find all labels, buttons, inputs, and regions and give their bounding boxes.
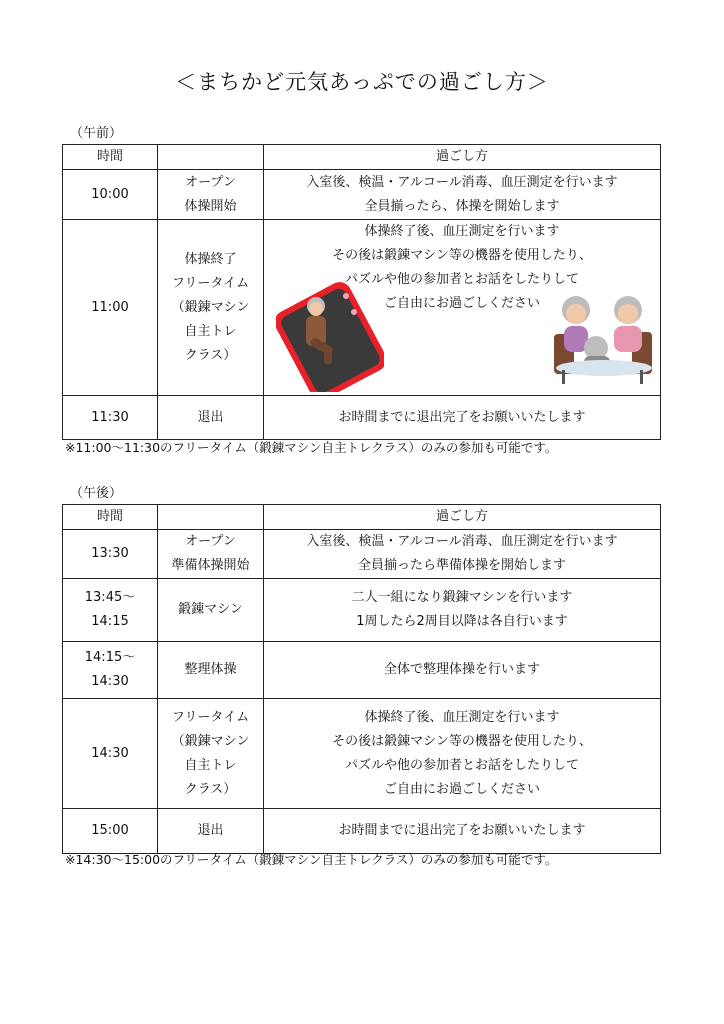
row-time: 13:45～ 14:15 (63, 579, 158, 642)
table-row (63, 396, 661, 440)
row-details: 入室後、検温・アルコール消毒、血圧測定を行います 全員揃ったら準備体操を開始します (264, 530, 661, 579)
row-details: 体操終了後、血圧測定を行います その後は鍛錬マシン等の機器を使用したり、 パズルや他の参加者とお話をしたりして ご自由にお過ごしください (264, 699, 661, 809)
row-activity: オープン 体操開始 (158, 170, 264, 220)
page-title: ＜まちかど元気あっぷでの過ごし方＞ (175, 70, 549, 94)
afternoon-schedule-table (62, 504, 661, 854)
header-time: 時間 (63, 505, 158, 530)
massage-mat-illustration (276, 282, 384, 392)
row-activity: 鍛錬マシン (158, 579, 264, 642)
row-details: 体操終了後、血圧測定を行います その後は鍛錬マシン等の機器を使用したり、 パズルや他の参加者とお話をしたりして ご自由にお過ごしください (264, 220, 661, 396)
table-header-row (63, 145, 661, 170)
chatting-group-illustration (552, 292, 652, 384)
afternoon-label: （午後） (70, 486, 123, 501)
row-activity: 退出 (158, 809, 264, 854)
header-activity (158, 505, 264, 530)
row-details: お時間までに退出完了をお願いいたします (264, 809, 661, 854)
table-row (63, 642, 661, 699)
table-row (63, 579, 661, 642)
table-row (63, 809, 661, 854)
row-time: 15:00 (63, 809, 158, 854)
row-activity: 体操終了 フリータイム （鍛錬マシン 自主トレ クラス） (158, 220, 264, 396)
table-header-row (63, 505, 661, 530)
row-activity: 退出 (158, 396, 264, 440)
header-details: 過ごし方 (264, 505, 661, 530)
table-row (63, 699, 661, 809)
row-time: 14:15～ 14:30 (63, 642, 158, 699)
row-time: 11:00 (63, 220, 158, 396)
row-time: 13:30 (63, 530, 158, 579)
afternoon-note: ※14:30～15:00のフリータイム（鍛錬マシン自主トレクラス）のみの参加も可能です。 (65, 852, 558, 867)
morning-label: （午前） (70, 126, 123, 141)
row-details: 入室後、検温・アルコール消毒、血圧測定を行います 全員揃ったら、体操を開始します (264, 170, 661, 220)
header-details: 過ごし方 (264, 145, 661, 170)
table-row (63, 170, 661, 220)
row-details: 二人一組になり鍛錬マシンを行います 1周したら2周目以降は各自行います (264, 579, 661, 642)
row-activity: 整理体操 (158, 642, 264, 699)
row-details: お時間までに退出完了をお願いいたします (264, 396, 661, 440)
row-time: 11:30 (63, 396, 158, 440)
row-activity: オープン 準備体操開始 (158, 530, 264, 579)
row-time: 10:00 (63, 170, 158, 220)
header-time: 時間 (63, 145, 158, 170)
row-time: 14:30 (63, 699, 158, 809)
table-row (63, 530, 661, 579)
row-details: 全体で整理体操を行います (264, 642, 661, 699)
morning-note: ※11:00～11:30のフリータイム（鍛錬マシン自主トレクラス）のみの参加も可能です。 (65, 440, 558, 455)
header-activity (158, 145, 264, 170)
row-activity: フリータイム （鍛錬マシン 自主トレ クラス） (158, 699, 264, 809)
